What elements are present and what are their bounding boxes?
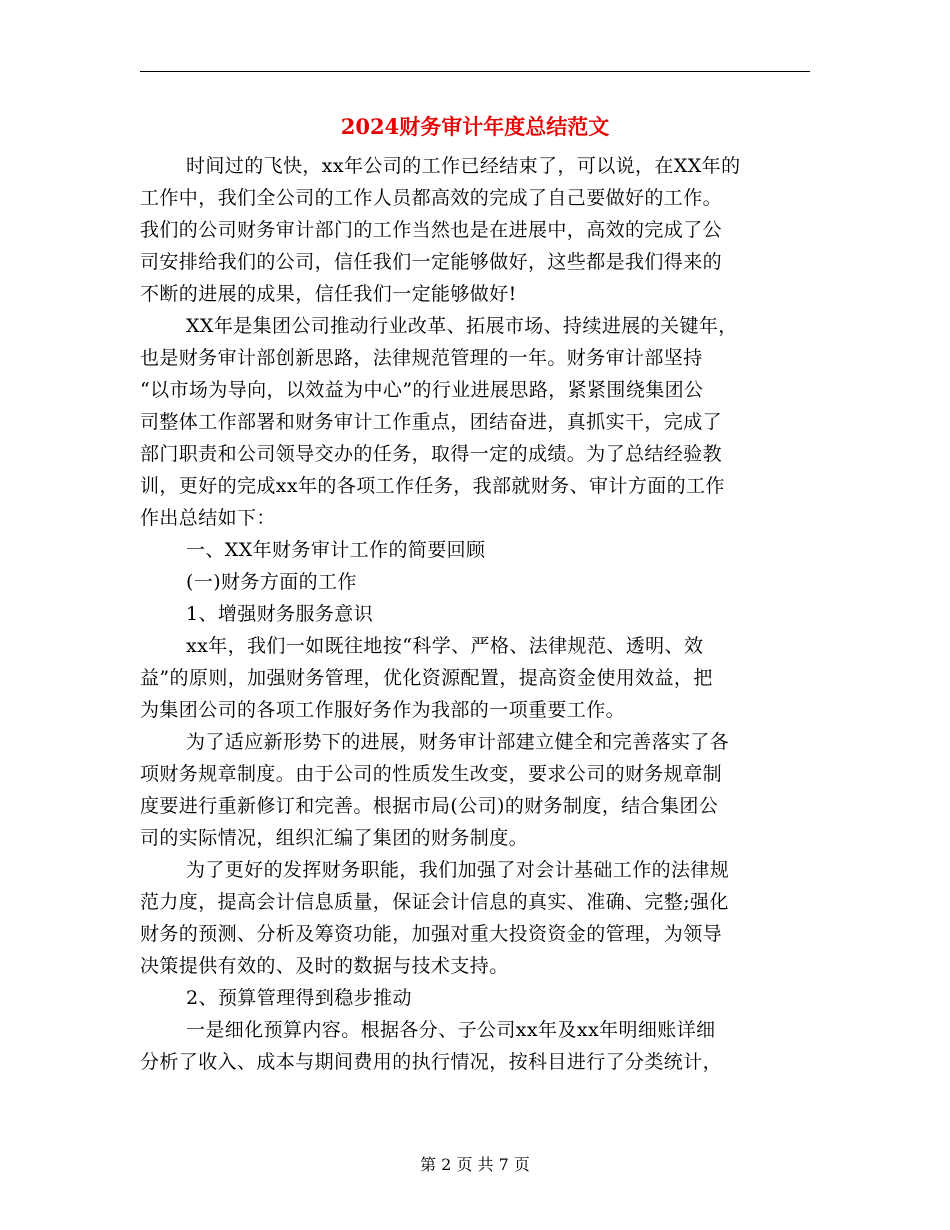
paragraph-line: 司整体工作部署和财务审计工作重点，团结奋进，真抓实干，完成了 — [140, 411, 723, 433]
paragraph-line: 决策提供有效的、及时的数据与技术支持。 — [140, 955, 509, 977]
paragraph-line: 部门职责和公司领导交办的任务，取得一定的成绩。为了总结经验教 — [140, 443, 723, 465]
paragraph-line: 项财务规章制度。由于公司的性质发生改变，要求公司的财务规章制 — [140, 763, 723, 785]
paragraph-line: 为了更好的发挥财务职能，我们加强了对会计基础工作的法律规 — [186, 859, 730, 881]
header-rule — [140, 71, 810, 72]
paragraph-line: 我们的公司财务审计部门的工作当然也是在进展中，高效的完成了公 — [140, 219, 723, 241]
paragraph-line: 益”的原则，加强财务管理，优化资源配置，提高资金使用效益，把 — [140, 667, 713, 689]
paragraph-line: 司的实际情况，组织汇编了集团的财务制度。 — [140, 827, 529, 849]
section-heading: 一、XX年财务审计工作的简要回顾 — [186, 539, 486, 561]
paragraph-line: 分析了收入、成本与期间费用的执行情况，按科目进行了分类统计， — [140, 1051, 723, 1073]
paragraph-line: 训，更好的完成xx年的各项工作任务，我部就财务、审计方面的工作 — [140, 475, 725, 497]
paragraph-line: 一是细化预算内容。根据各分、子公司xx年及xx年明细账详细 — [186, 1019, 716, 1041]
paragraph-line: 为集团公司的各项工作服好务作为我部的一项重要工作。 — [140, 699, 626, 721]
paragraph-line: 作出总结如下： — [140, 507, 276, 529]
subsection-heading: (一)财务方面的工作 — [186, 571, 357, 593]
paragraph-line: 时间过的飞快，xx年公司的工作已经结束了，可以说，在XX年的 — [186, 155, 741, 177]
paragraph-line: 司安排给我们的公司，信任我们一定能够做好，这些都是我们得来的 — [140, 251, 723, 273]
paragraph-line: 范力度，提高会计信息质量，保证会计信息的真实、准确、完整;强化 — [140, 891, 729, 913]
document-title: 2024财务审计年度总结范文 — [340, 114, 610, 139]
paragraph-line: 为了适应新形势下的进展，财务审计部建立健全和完善落实了各 — [186, 731, 730, 753]
paragraph-line: XX年是集团公司推动行业改革、拓展市场、持续进展的关键年， — [186, 315, 738, 337]
item-heading: 2、预算管理得到稳步推动 — [186, 987, 412, 1009]
paragraph-line: xx年，我们一如既往地按“科学、严格、法律规范、透明、效 — [186, 635, 704, 657]
paragraph-line: “以市场为导向，以效益为中心”的行业进展思路，紧紧围绕集团公 — [140, 379, 704, 401]
paragraph-line: 财务的预测、分析及筹资功能，加强对重大投资资金的管理，为领导 — [140, 923, 723, 945]
paragraph-line: 也是财务审计部创新思路，法律规范管理的一年。财务审计部坚持 — [140, 347, 703, 369]
document-body — [140, 150, 810, 1078]
paragraph-line: 不断的进展的成果，信任我们一定能够做好! — [140, 283, 517, 305]
paragraph-line: 工作中，我们全公司的工作人员都高效的完成了自己要做好的工作。 — [140, 187, 723, 209]
item-heading: 1、增强财务服务意识 — [186, 603, 374, 625]
paragraph-line: 度要进行重新修订和完善。根据市局(公司)的财务制度，结合集团公 — [140, 795, 719, 817]
page-number-footer: 第 2 页 共 7 页 — [420, 1155, 530, 1174]
